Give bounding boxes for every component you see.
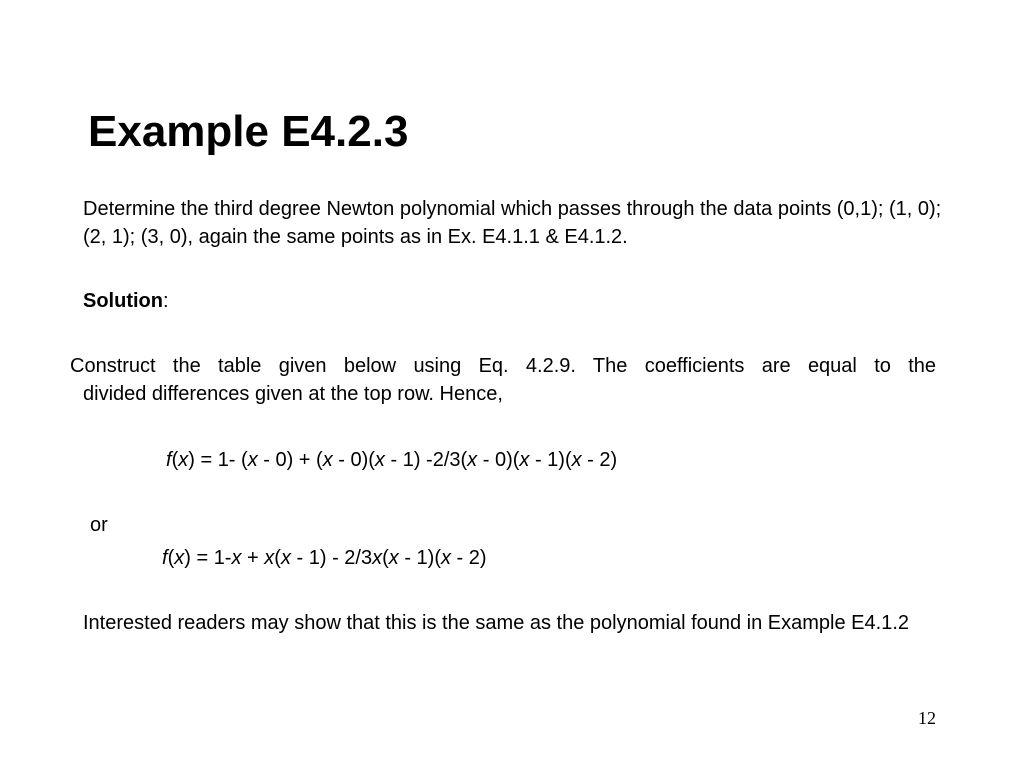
simplified-polynomial-formula (162, 544, 487, 572)
formula-variable: x (280, 547, 291, 569)
construct-paragraph (70, 352, 936, 408)
closing-remark: Interested readers may show that this is the same as the polynomial found in Example E4.1.2 (83, 612, 909, 634)
formula-variable: x (231, 547, 242, 569)
formula-text: ( (171, 449, 179, 471)
solution-label: Solution (83, 290, 163, 312)
formula-variable: f (162, 547, 168, 569)
formula-text: + (241, 547, 265, 569)
formula-variable: x (440, 547, 451, 569)
solution-colon: : (162, 290, 169, 312)
formula-text: - 2) (450, 547, 487, 569)
formula-variable: x (519, 449, 530, 471)
formula-variable: x (571, 449, 582, 471)
formula-text: - 1)( (398, 547, 441, 569)
formula-variable: x (264, 547, 275, 569)
formula-variable: x (467, 449, 478, 471)
formula-variable: f (166, 449, 172, 471)
formula-text: - 0)( (477, 449, 520, 471)
formula-variable: x (388, 547, 399, 569)
formula-variable: x (247, 449, 258, 471)
formula-variable: x (372, 547, 383, 569)
formula-text: - 0) + ( (257, 449, 323, 471)
formula-text: - 1) -2/3( (384, 449, 468, 471)
construct-line-1: Construct the table given below using Eq. 4.2.9. The coefficients are equal to the (70, 355, 936, 377)
formula-text: ( (382, 547, 389, 569)
newton-polynomial-formula (166, 446, 617, 474)
construct-line-2: divided differences given at the top row. Hence, (83, 383, 503, 405)
solution-heading (83, 287, 169, 315)
formula-text: - 0)( (332, 449, 375, 471)
problem-statement: Determine the third degree Newton polynomial which passes through the data points (0,1); (1, 0); (2, 1); (3, 0), again the same points as in Ex. E4.1.1 & E4.1.2. (83, 198, 942, 248)
formula-text: ( (274, 547, 281, 569)
formula-variable: x (322, 449, 333, 471)
formula-variable: x (178, 449, 189, 471)
formula-text: ) = 1- ( (188, 449, 248, 471)
formula-text: - 1) - 2/3 (290, 547, 373, 569)
formula-variable: x (174, 547, 185, 569)
formula-text: - 1)( (529, 449, 572, 471)
formula-text: ( (167, 547, 175, 569)
formula-text: - 2) (581, 449, 618, 471)
page-number: 12 (918, 708, 936, 728)
formula-variable: x (374, 449, 385, 471)
or-text: or (90, 514, 108, 536)
slide-title: Example E4.2.3 (88, 107, 409, 156)
formula-text: ) = 1- (184, 547, 232, 569)
